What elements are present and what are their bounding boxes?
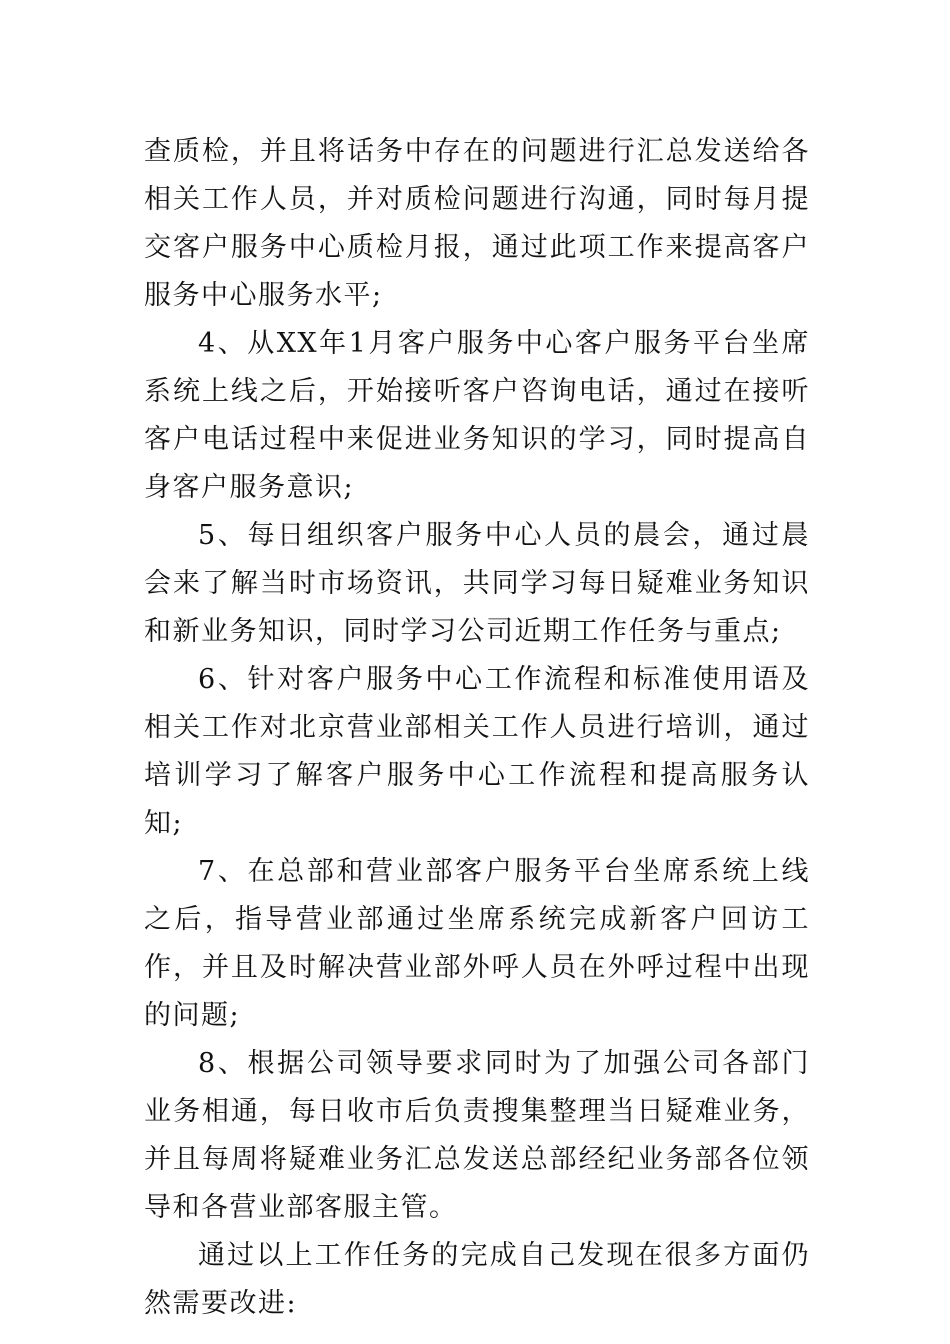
paragraph-continuation: 查质检，并且将话务中存在的问题进行汇总发送给各相关工作人员，并对质检问题进行沟通，同时每月提交客户服务中心质检月报，通过此项工作来提高客户服务中心服务水平; — [144, 136, 810, 311]
paragraph-conclusion: 通过以上工作任务的完成自己发现在很多方面仍然需要改进: — [144, 1240, 810, 1319]
document-page — [144, 128, 810, 1328]
paragraph-item-5: 5、每日组织客户服务中心人员的晨会，通过晨会来了解当时市场资讯，共同学习每日疑难业务知识和新业务知识，同时学习公司近期工作任务与重点; — [144, 520, 810, 647]
paragraph-item-4: 4、从XX年1月客户服务中心客户服务平台坐席系统上线之后，开始接听客户咨询电话，通过在接听客户电话过程中来促进业务知识的学习，同时提高自身客户服务意识; — [144, 328, 810, 503]
paragraph-item-8: 8、根据公司领导要求同时为了加强公司各部门业务相通，每日收市后负责搜集整理当日疑难业务，并且每周将疑难业务汇总发送总部经纪业务部各位领导和各营业部客服主管。 — [144, 1048, 810, 1223]
paragraph-item-7: 7、在总部和营业部客户服务平台坐席系统上线之后，指导营业部通过坐席系统完成新客户回访工作，并且及时解决营业部外呼人员在外呼过程中出现的问题; — [144, 856, 810, 1031]
paragraph-item-6: 6、针对客户服务中心工作流程和标准使用语及相关工作对北京营业部相关工作人员进行培训，通过培训学习了解客户服务中心工作流程和提高服务认知; — [144, 664, 810, 839]
